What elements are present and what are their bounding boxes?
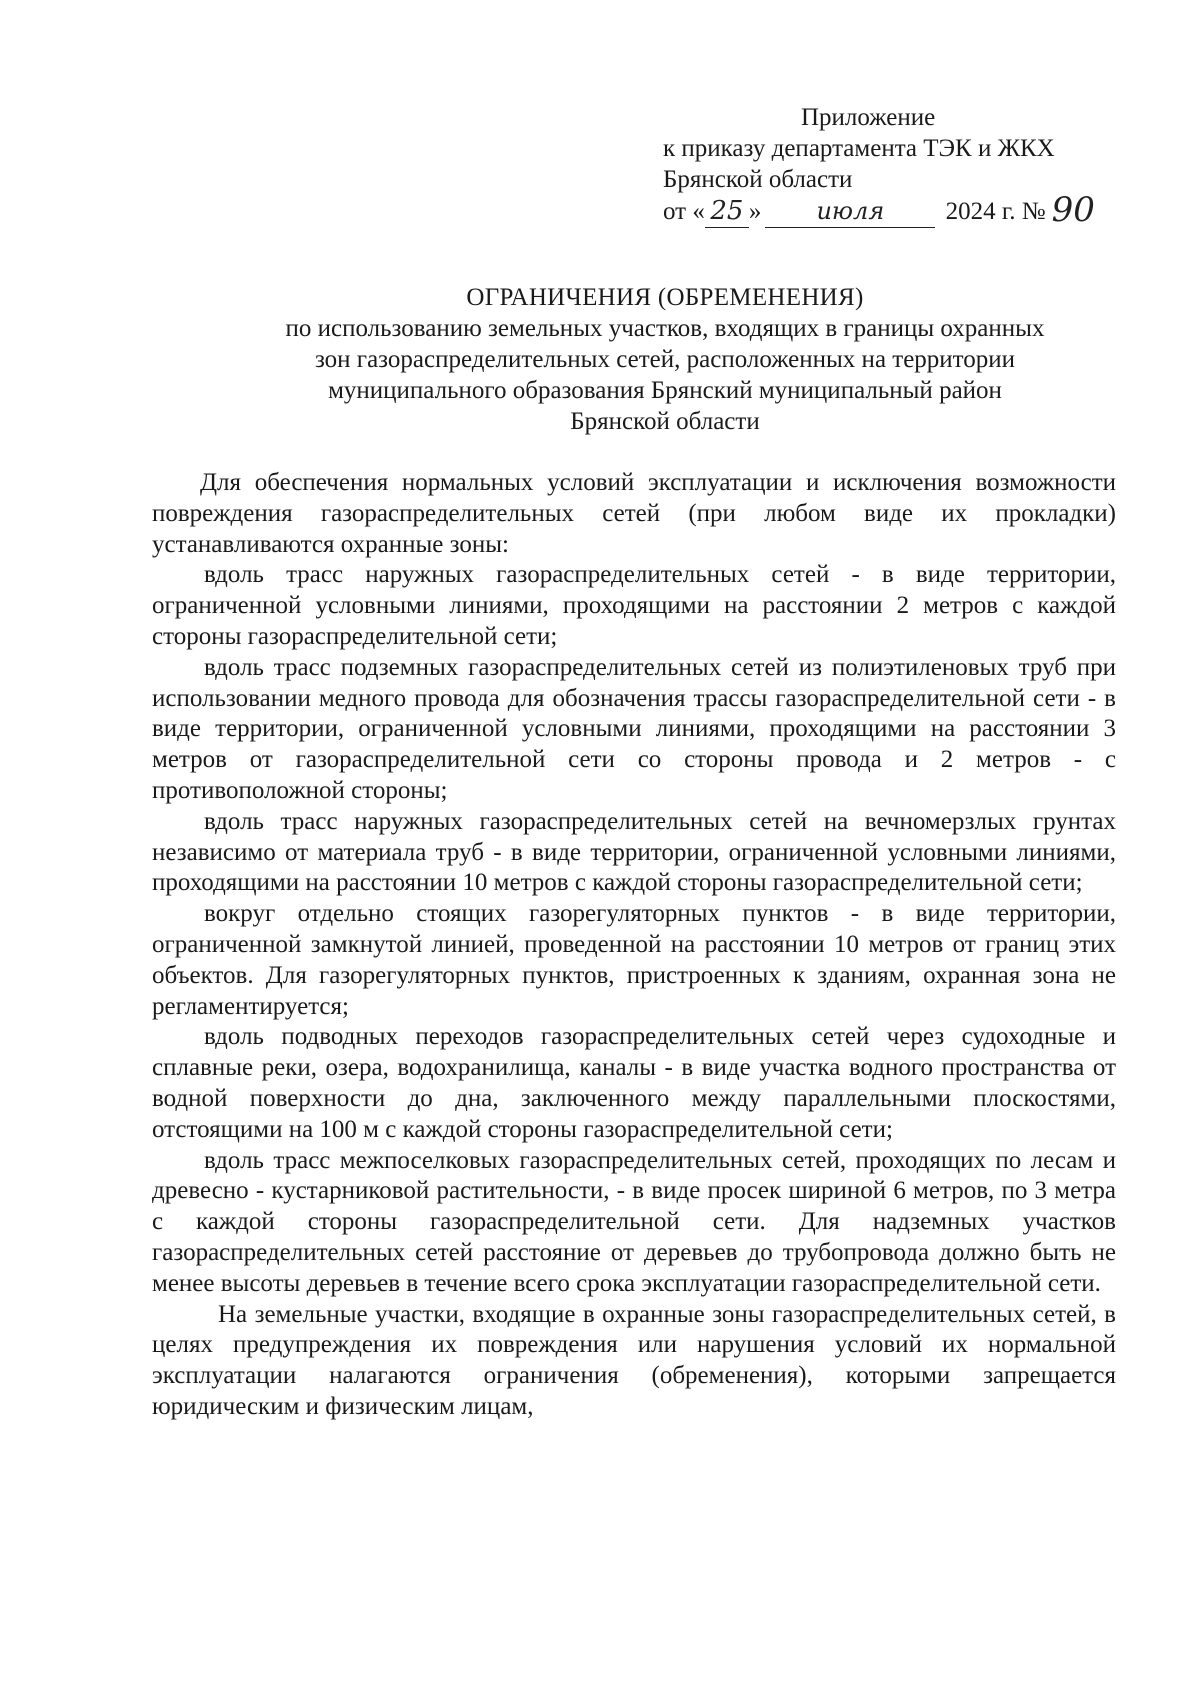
title-sub-1: по использованию земельных участков, входящих в границы охранных [285, 315, 1045, 342]
appendix-order-ref: к приказу департамента ТЭК и ЖКХ [663, 135, 1055, 162]
paragraph-polyethylene-pipes: вдоль трасс подземных газораспределительных сетей из полиэтиленовых труб при использовании медного провода для обозначения трассы газораспределительной сети - в виде территории, ограниченной условными линиями, проходящими на расстоянии 3 метров от газораспределительной сети со стороны провода и 2 метров - с противоположной стороны; [152, 653, 1116, 804]
paragraph-intro: Для обеспечения нормальных условий эксплуатации и исключения возможности повреждения газораспределительных сетей (при любом виде их прокладки) устанавливаются охранные зоны: [152, 469, 1116, 558]
appendix-label: Приложение [801, 104, 936, 131]
date-prefix: от « [663, 198, 705, 225]
title-sub-3: муниципального образования Брянский муниципальный район [328, 377, 1002, 404]
date-month-handwritten: июля [765, 196, 935, 228]
paragraph-forest-clearings: вдоль трасс межпоселковых газораспределительных сетей, проходящих по лесам и древесно - кустарниковой растительности, - в виде просек шириной 6 метров, по 3 метра с каждой стороны газораспределительной сети. Для надземных участков газораспределительных сетей расстояние от деревьев до трубопровода должно быть не менее высоты деревьев в течение всего срока эксплуатации газораспределительной сети. [152, 1146, 1116, 1297]
paragraph-underwater-crossings: вдоль подводных переходов газораспределительных сетей через судоходные и сплавные реки, озера, водохранилища, каналы - в виде участка водного пространства от водной поверхности до дна, заключенного между параллельными плоскостями, отстоящими на 100 м с каждой стороны газораспределительной сети; [152, 1023, 1116, 1143]
paragraph-permafrost: вдоль трасс наружных газораспределительных сетей на вечномерзлых грунтах независимо от материала труб - в виде территории, ограниченной условными линиями, проходящими на расстоянии 10 метров с каждой стороны газораспределительной сети; [152, 807, 1116, 897]
title-sub-4: Брянской области [570, 408, 760, 435]
title-sub-2: зон газораспределительных сетей, расположенных на территории [314, 346, 1016, 373]
date-year: 2024 г. № [945, 198, 1046, 225]
appendix-header [663, 102, 1143, 228]
date-quote-close: » [748, 198, 762, 225]
appendix-date-line [663, 190, 1143, 230]
date-day-handwritten: 25 [705, 196, 749, 228]
paragraph-gas-regulator-points: вокруг отдельно стоящих газорегуляторных пунктов - в виде территории, ограниченной замкнутой линией, проведенной на расстоянии 10 метров от границ этих объектов. Для газорегуляторных пунктов, пристроенных к зданиям, охранная зона не регламентируется; [152, 900, 1116, 1020]
title-main: ОГРАНИЧЕНИЯ (ОБРЕМЕНЕНИЯ) [466, 284, 864, 311]
document-title [220, 282, 1110, 437]
document-body [152, 468, 1116, 1423]
appendix-region: Брянской области [663, 166, 853, 193]
paragraph-restrictions: На земельные участки, входящие в охранные зоны газораспределительных сетей, в целях предупреждения их повреждения или нарушения условий их нормальной эксплуатации налагаются ограничения (обременения), которыми запрещается юридическим и физическим лицам, [152, 1300, 1116, 1420]
paragraph-outer-networks: вдоль трасс наружных газораспределительных сетей - в виде территории, ограниченной условными линиями, проходящими на расстоянии 2 метров с каждой стороны газораспределительной сети; [152, 561, 1116, 650]
doc-number-handwritten: 90 [1051, 190, 1095, 230]
